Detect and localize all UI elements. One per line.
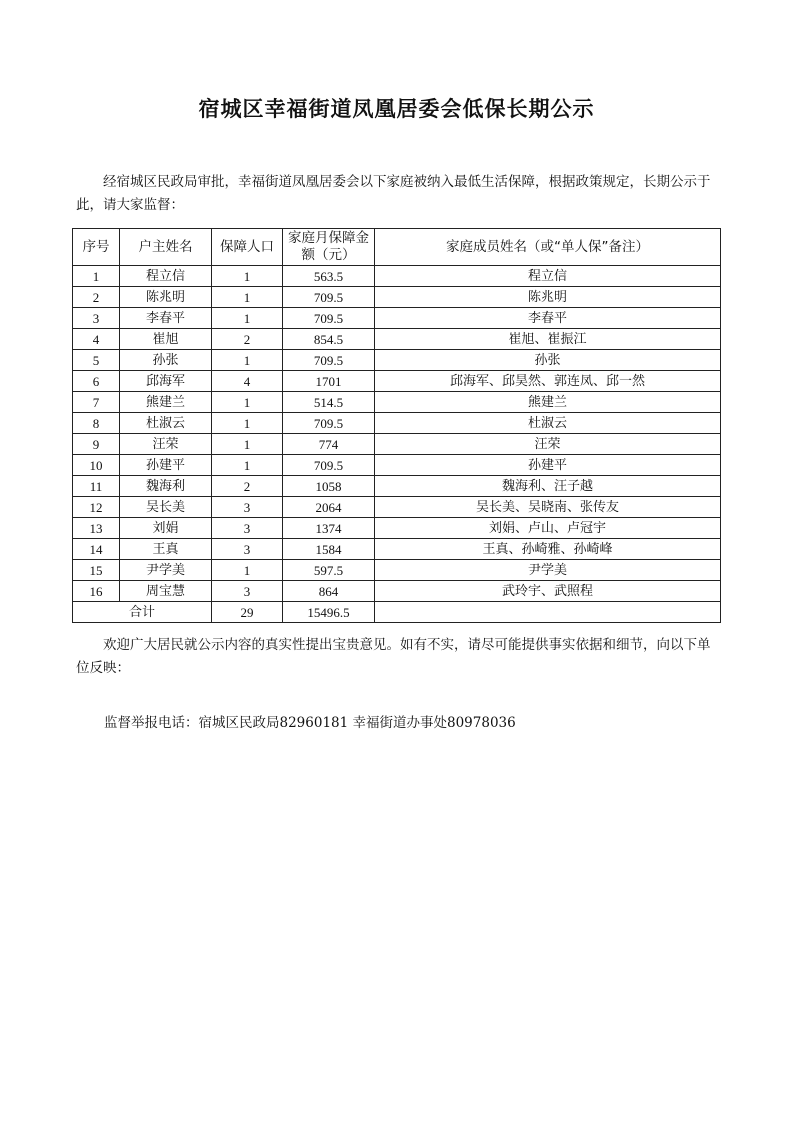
cell-seq: 9 <box>73 434 120 455</box>
header-seq: 序号 <box>73 229 120 266</box>
cell-household-head: 熊建兰 <box>120 392 212 413</box>
cell-members: 汪荣 <box>375 434 721 455</box>
cell-members: 孙张 <box>375 350 721 371</box>
table-row <box>73 329 721 350</box>
cell-seq: 15 <box>73 560 120 581</box>
cell-covered-count: 4 <box>212 371 283 392</box>
header-household-head: 户主姓名 <box>120 229 212 266</box>
cell-household-head: 李春平 <box>120 308 212 329</box>
cell-monthly-amount: 1584 <box>283 539 375 560</box>
cell-seq: 4 <box>73 329 120 350</box>
cell-seq: 7 <box>73 392 120 413</box>
total-amount: 15496.5 <box>283 602 375 623</box>
cell-seq: 12 <box>73 497 120 518</box>
cell-household-head: 周宝慧 <box>120 581 212 602</box>
cell-members: 程立信 <box>375 266 721 287</box>
table-row <box>73 266 721 287</box>
table-row <box>73 560 721 581</box>
cell-covered-count: 2 <box>212 329 283 350</box>
cell-members: 武玲宇、武照程 <box>375 581 721 602</box>
cell-covered-count: 1 <box>212 308 283 329</box>
cell-members: 陈兆明 <box>375 287 721 308</box>
cell-household-head: 杜淑云 <box>120 413 212 434</box>
closing-paragraph: 欢迎广大居民就公示内容的真实性提出宝贵意见。如有不实，请尽可能提供事实依据和细节，向以下单位反映： <box>76 637 711 676</box>
cell-covered-count: 1 <box>212 455 283 476</box>
cell-seq: 14 <box>73 539 120 560</box>
cell-household-head: 魏海利 <box>120 476 212 497</box>
cell-covered-count: 3 <box>212 539 283 560</box>
table-row <box>73 350 721 371</box>
cell-seq: 1 <box>73 266 120 287</box>
cell-household-head: 孙建平 <box>120 455 212 476</box>
cell-monthly-amount: 514.5 <box>283 392 375 413</box>
cell-covered-count: 1 <box>212 392 283 413</box>
table-row <box>73 497 721 518</box>
page-title: 宿城区幸福街道凤凰居委会低保长期公示 <box>198 97 595 121</box>
cell-members: 杜淑云 <box>375 413 721 434</box>
cell-seq: 16 <box>73 581 120 602</box>
header-members: 家庭成员姓名（或“单人保”备注） <box>375 229 721 266</box>
cell-members: 熊建兰 <box>375 392 721 413</box>
cell-monthly-amount: 854.5 <box>283 329 375 350</box>
total-count: 29 <box>212 602 283 623</box>
cell-seq: 11 <box>73 476 120 497</box>
table-row <box>73 287 721 308</box>
header-monthly-amount: 家庭月保障金额（元） <box>283 229 375 266</box>
cell-household-head: 邱海军 <box>120 371 212 392</box>
total-members-empty <box>375 602 721 623</box>
cell-covered-count: 3 <box>212 518 283 539</box>
table-row <box>73 434 721 455</box>
cell-monthly-amount: 709.5 <box>283 308 375 329</box>
cell-monthly-amount: 709.5 <box>283 455 375 476</box>
table-row <box>73 371 721 392</box>
cell-household-head: 陈兆明 <box>120 287 212 308</box>
table-row <box>73 455 721 476</box>
cell-covered-count: 1 <box>212 560 283 581</box>
cell-covered-count: 1 <box>212 266 283 287</box>
cell-members: 孙建平 <box>375 455 721 476</box>
cell-household-head: 汪荣 <box>120 434 212 455</box>
cell-seq: 5 <box>73 350 120 371</box>
cell-monthly-amount: 1058 <box>283 476 375 497</box>
header-covered-count: 保障人口 <box>212 229 283 266</box>
cell-monthly-amount: 709.5 <box>283 350 375 371</box>
cell-household-head: 王真 <box>120 539 212 560</box>
table-row <box>73 539 721 560</box>
cell-members: 崔旭、崔振江 <box>375 329 721 350</box>
cell-members: 李春平 <box>375 308 721 329</box>
cell-household-head: 刘娟 <box>120 518 212 539</box>
cell-household-head: 尹学美 <box>120 560 212 581</box>
cell-monthly-amount: 2064 <box>283 497 375 518</box>
table-total-row <box>73 602 721 623</box>
table-row <box>73 392 721 413</box>
cell-monthly-amount: 709.5 <box>283 413 375 434</box>
cell-seq: 6 <box>73 371 120 392</box>
cell-members: 邱海军、邱昊然、郭连凤、邱一然 <box>375 371 721 392</box>
cell-covered-count: 2 <box>212 476 283 497</box>
cell-covered-count: 1 <box>212 434 283 455</box>
cell-monthly-amount: 563.5 <box>283 266 375 287</box>
cell-covered-count: 1 <box>212 413 283 434</box>
cell-monthly-amount: 1701 <box>283 371 375 392</box>
table-row <box>73 581 721 602</box>
table-row <box>73 413 721 434</box>
hotline-text: 监督举报电话：宿城区民政局82960181 幸福街道办事处80978036 <box>104 715 516 731</box>
table-row <box>73 518 721 539</box>
cell-members: 魏海利、汪子越 <box>375 476 721 497</box>
cell-household-head: 崔旭 <box>120 329 212 350</box>
total-label: 合计 <box>73 602 212 623</box>
cell-covered-count: 3 <box>212 581 283 602</box>
cell-seq: 8 <box>73 413 120 434</box>
subsidy-table <box>72 228 721 623</box>
cell-household-head: 程立信 <box>120 266 212 287</box>
table-row <box>73 476 721 497</box>
cell-monthly-amount: 774 <box>283 434 375 455</box>
table-header-row <box>73 229 721 266</box>
cell-covered-count: 1 <box>212 287 283 308</box>
cell-household-head: 吴长美 <box>120 497 212 518</box>
cell-seq: 2 <box>73 287 120 308</box>
cell-seq: 3 <box>73 308 120 329</box>
table-body <box>73 266 721 602</box>
table-row <box>73 308 721 329</box>
cell-monthly-amount: 709.5 <box>283 287 375 308</box>
cell-members: 刘娟、卢山、卢冠宇 <box>375 518 721 539</box>
cell-household-head: 孙张 <box>120 350 212 371</box>
cell-monthly-amount: 864 <box>283 581 375 602</box>
cell-covered-count: 3 <box>212 497 283 518</box>
cell-seq: 13 <box>73 518 120 539</box>
cell-covered-count: 1 <box>212 350 283 371</box>
intro-paragraph: 经宿城区民政局审批，幸福街道凤凰居委会以下家庭被纳入最低生活保障，根据政策规定，长期公示于此，请大家监督： <box>76 174 711 213</box>
cell-seq: 10 <box>73 455 120 476</box>
cell-monthly-amount: 1374 <box>283 518 375 539</box>
cell-members: 尹学美 <box>375 560 721 581</box>
cell-members: 王真、孙崎雅、孙崎峰 <box>375 539 721 560</box>
cell-monthly-amount: 597.5 <box>283 560 375 581</box>
cell-members: 吴长美、吴晓南、张传友 <box>375 497 721 518</box>
